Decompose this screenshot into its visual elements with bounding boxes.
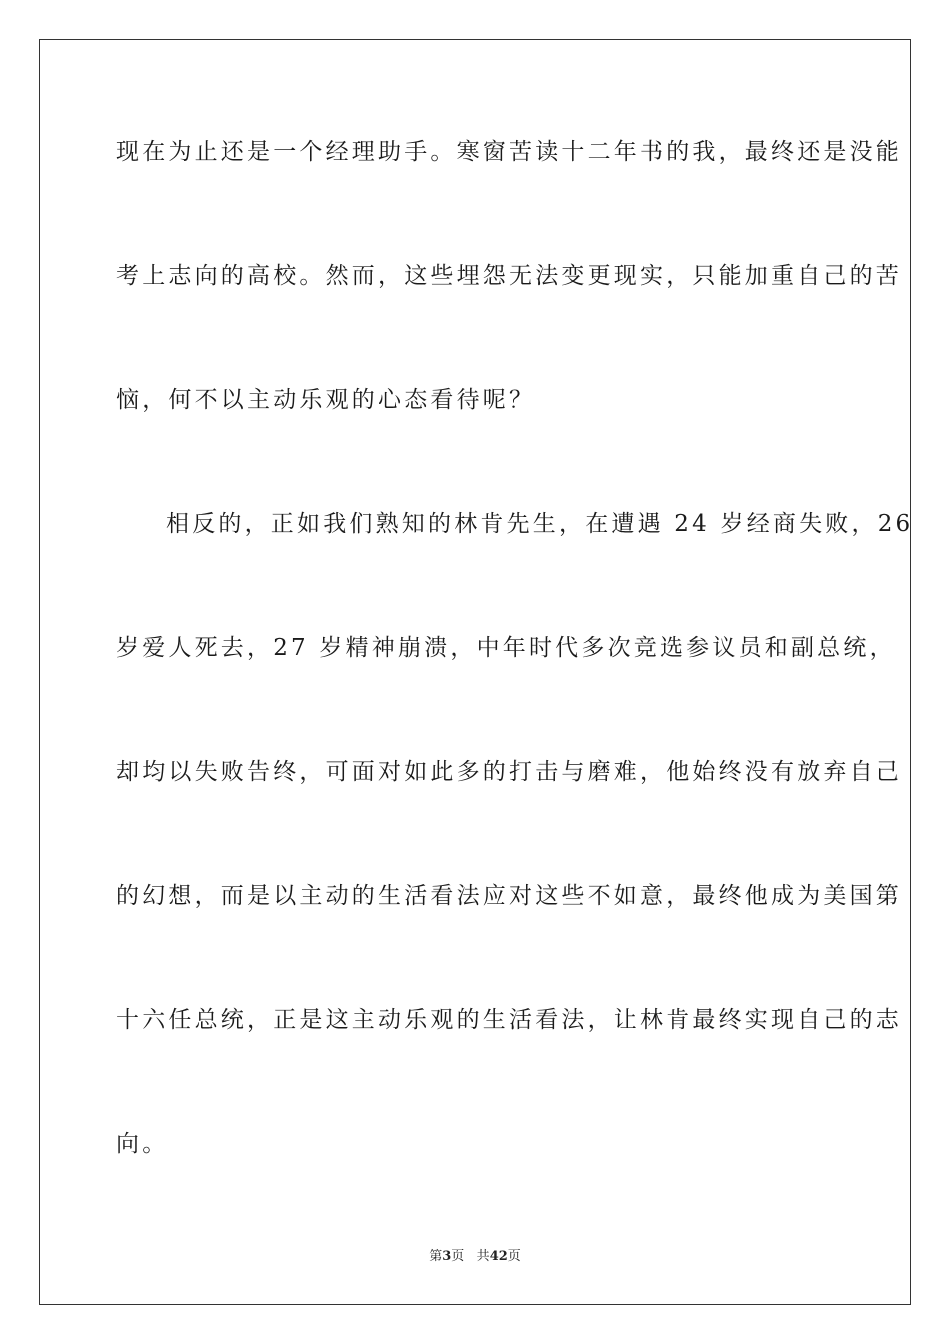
page-prefix: 第 <box>429 1249 443 1264</box>
paragraph-line: 恼，何不以主动乐观的心态看待呢？ <box>116 387 536 413</box>
current-page-number: 3 <box>442 1249 452 1264</box>
paragraph-line: 相反的，正如我们熟知的林肯先生，在遭遇 24 岁经商失败，26 <box>166 511 914 537</box>
paragraph-line: 十六任总统，正是这主动乐观的生活看法，让林肯最终实现自己的志 <box>116 1007 902 1033</box>
page-suffix: 页 <box>451 1249 465 1264</box>
total-prefix: 共 <box>476 1249 490 1264</box>
page-footer <box>0 1248 950 1266</box>
paragraph-line: 考上志向的高校。然而，这些埋怨无法变更现实，只能加重自己的苦 <box>116 263 902 289</box>
paragraph-line: 现在为止还是一个经理助手。寒窗苦读十二年书的我，最终还是没能 <box>116 139 902 165</box>
paragraph-line: 岁爱人死去，27 岁精神崩溃，中年时代多次竞选参议员和副总统， <box>116 635 896 661</box>
total-page-count: 42 <box>489 1249 508 1264</box>
paragraph-line: 的幻想，而是以主动的生活看法应对这些不如意，最终他成为美国第 <box>116 883 902 909</box>
total-suffix: 页 <box>507 1249 521 1264</box>
page-border <box>39 39 914 1305</box>
paragraph-line: 却均以失败告终，可面对如此多的打击与磨难，他始终没有放弃自己 <box>116 759 902 785</box>
paragraph-line: 向。 <box>116 1131 169 1157</box>
